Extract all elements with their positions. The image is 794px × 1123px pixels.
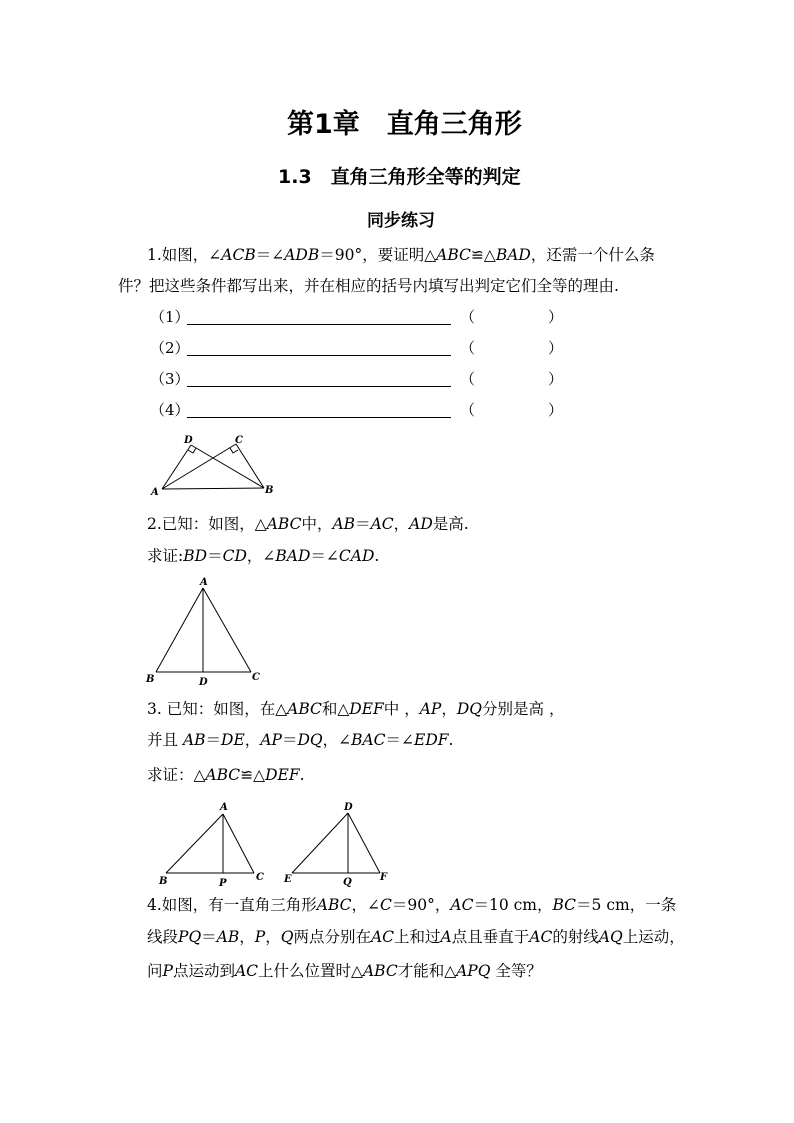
label-d: D [199,677,208,686]
right-angle-mark-d [188,448,196,453]
reason-close-paren: ） [548,370,564,388]
segment-db [191,445,264,488]
q4-line-1: 4.如图，有一直角三角形ABC，∠C＝90°，AC＝10 cm，BC＝5 cm，一条 [147,896,677,914]
label-q: Q [343,877,352,888]
label-a: A [200,577,208,588]
blank-number: （2） [150,339,190,357]
segment-ab [156,588,203,672]
q2-figure [140,574,270,686]
blank-number: （1） [150,308,190,326]
reason-open-paren: （ [460,339,476,357]
label-f: F [380,872,388,883]
q1-line-2: 件？把这些条件都写出来，并在相应的括号内填写出判定它们全等的理由. [118,277,619,295]
segment-de [292,813,348,873]
q1-blank-row-4 [150,399,570,419]
reason-close-paren: ） [548,401,564,419]
q3-line-3: 求证：△ABC≌△DEF. [147,766,305,784]
blank-number: （4） [150,401,190,419]
q4-line-3: 问P点运动到AC上什么位置时△ABC才能和△APQ 全等？ [147,962,542,980]
reason-close-paren: ） [548,339,564,357]
reason-open-paren: （ [460,308,476,326]
label-b: B [146,674,155,685]
q3-line-2: 并且 AB＝DE，AP＝DQ，∠BAC＝∠EDF. [147,731,454,749]
answer-blank[interactable] [187,324,451,325]
label-a: A [151,487,159,498]
label-d: D [184,435,193,446]
answer-blank[interactable] [187,386,451,387]
q1-line-1: 1.如图，∠ACB＝∠ADB＝90°，要证明△ABC≌△BAD，还需一个什么条 [147,246,655,264]
label-e: E [284,874,292,885]
q1-blank-row-2 [150,337,570,357]
segment-ab [162,488,264,489]
section-title: 1.3 直角三角形全等的判定 [278,166,521,188]
right-angle-mark-c [230,448,238,453]
label-p: P [219,878,227,889]
label-c: C [252,672,260,683]
reason-open-paren: （ [460,401,476,419]
chapter-title: 第1章 直角三角形 [287,109,522,140]
segment-ad [162,445,191,489]
q2-line-1: 2.已知：如图，△ABC中，AB＝AC，AD是高. [147,515,469,533]
label-d: D [344,802,353,813]
label-c: C [256,872,264,883]
segment-ab [166,814,223,873]
label-b: B [265,485,274,496]
q3-figure-def [278,798,403,890]
q1-blank-row-3 [150,368,570,388]
segment-df [348,813,380,873]
q3-figure-abc [150,798,275,890]
label-a: A [220,802,228,813]
answer-blank[interactable] [187,355,451,356]
answer-blank[interactable] [187,417,451,418]
segment-ac [162,444,236,489]
q2-line-2: 求证:BD＝CD，∠BAD＝∠CAD. [147,547,380,565]
segment-ac [223,814,254,873]
q1-figure [140,430,290,500]
exercise-heading: 同步练习 [367,211,435,231]
blank-number: （3） [150,370,190,388]
q4-line-2: 线段PQ＝AB，P，Q两点分别在AC上和过A点且垂直于AC的射线AQ上运动， [147,928,685,946]
label-c: C [235,435,243,446]
segment-ac [203,588,251,672]
q3-line-1: 3. 已知：如图，在△ABC和△DEF中 ，AP，DQ分别是高 ， [147,700,565,718]
reason-close-paren: ） [548,308,564,326]
segment-cb [236,444,264,488]
label-b: B [159,876,168,887]
q1-blank-row-1 [150,306,570,326]
reason-open-paren: （ [460,370,476,388]
